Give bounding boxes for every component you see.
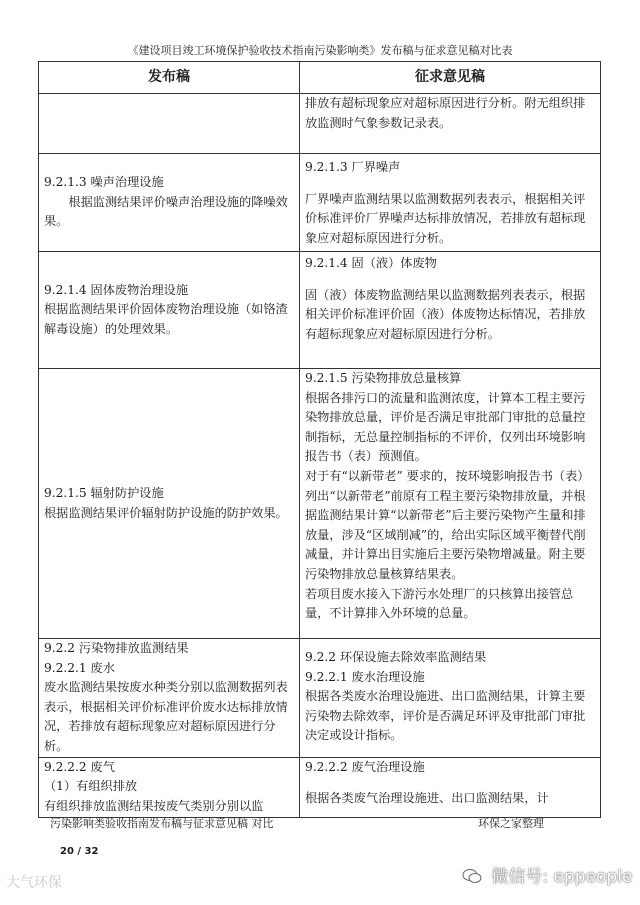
section-heading: 9.2.2 污染物排放监测结果 [44,641,189,655]
draft-cell [300,252,601,369]
footer-right-note: 环保之家整理 [478,817,544,830]
section-heading: 9.2.2.2 废气治理设施 [305,759,425,774]
cell-text: 对于有“以新带老” 要求的，按环境影响报告书（表）列出“以新带老”前原有工程主要污染物排放量，并根据监测结果计算“以新带老”后主要污染物产生量和排放量，涉及“区域削减”的，给出实际区域平衡替代削减量，并计算出目实施后主要污染物增减量。附主要污染物排放总量核算结果表。 [305,468,590,581]
cell-text: 根据监测结果评价固体废物治理设施（如铬渣解毒设施）的处理效果。 [44,302,288,336]
cell-text: 根据监测结果评价辐射防护设施的防护效果。 [44,505,288,520]
draft-cell [300,639,601,758]
section-heading: 9.2.1.5 污染物排放总量核算 [305,371,462,385]
watermark-left-text: 大气环保 [6,875,62,891]
published-cell [39,757,300,817]
cell-text: 根据各排污口的流量和监测浓度，计算本工程主要污染物排放总量，评价是否满足审批部门审批的总量控制指标，无总量控制指标的不评价，仅列出环境影响报告书（表）预测值。 [305,390,586,464]
published-cell [39,94,300,154]
published-cell [39,252,300,369]
draft-cell [300,154,601,252]
published-cell [39,639,300,758]
cell-text: 厂界噪声监测结果以监测数据列表表示，根据相关评价标准评价厂界噪声达标排放情况，若排放有超标现象应对超标原因进行分析。 [305,191,586,245]
subsection-heading: （1）有组织排放 [44,779,138,794]
table-row [39,757,601,817]
published-cell [39,154,300,252]
table-row [39,639,601,758]
section-heading: 9.2.1.3 噪声治理设施 [44,175,164,190]
cell-text: 排放有超标现象应对超标原因进行分析。附无组织排放监测时气象参数记录表。 [305,96,586,130]
document-header: 《建设项目竣工环境保护验收技术指南污染影响类》发布稿与征求意见稿对比表 [127,44,513,57]
cell-text: 固（液）体废物监测结果以监测数据列表表示，根据相关评价标准评价固（液）体废物达标情况，若排放有超标现象应对超标原因进行分析。 [305,287,586,341]
table-row [39,154,601,252]
footer-left-note: 污染影响类验收指南发布稿与征求意见稿 对比 [50,817,274,830]
watermark-left [6,872,62,892]
draft-cell [300,94,601,154]
cell-text: 根据各类废气治理设施进、出口监测结果，计 [305,791,549,806]
section-heading: 9.2.1.4 固（液）体废物 [305,256,437,270]
wechat-icon [462,868,482,884]
cell-text: 根据监测结果评价噪声治理设施的降噪效果。 [44,194,288,229]
cell-text: 若项目废水接入下游污水处理厂的只核算出接管总量，不计算排入外环境的总量。 [305,586,574,621]
table-row [39,369,601,639]
section-heading: 9.2.1.4 固体废物治理设施 [44,282,189,297]
draft-cell [300,757,601,817]
table-row [39,252,601,369]
cell-text: 根据各类废水治理设施进、出口监测结果，计算主要污染物去除效率，评价是否满足环评及审批部门审批决定或设计指标。 [305,689,586,743]
cell-text: 有组织排放监测结果按废气类别分别以监 [44,798,264,813]
table-row [39,94,601,154]
section-heading: 9.2.2 环保设施去除效率监测结果 [305,650,487,664]
subsection-heading: 9.2.2.1 废水治理设施 [305,669,425,684]
published-cell [39,369,300,639]
column-header-draft: 征求意见稿 [300,62,601,94]
draft-cell [300,369,601,639]
column-header-published: 发布稿 [39,62,300,94]
table-header-row [39,62,601,94]
section-heading: 9.2.1.3 厂界噪声 [305,160,401,174]
watermark-right-text: 微信号: eppeople [491,867,633,887]
section-heading: 9.2.2.2 废气 [44,759,115,774]
watermark-right [462,862,632,887]
page-number: 20 / 32 [60,846,99,857]
subsection-heading: 9.2.2.1 废水 [44,660,115,675]
comparison-table [38,61,601,818]
cell-text: 废水监测结果按废水种类分别以监测数据列表表示，根据相关评价标准评价废水达标排放情况，若排放有超标现象应对超标原因进行分析。 [44,680,288,753]
section-heading: 9.2.1.5 辐射防护设施 [44,485,164,500]
